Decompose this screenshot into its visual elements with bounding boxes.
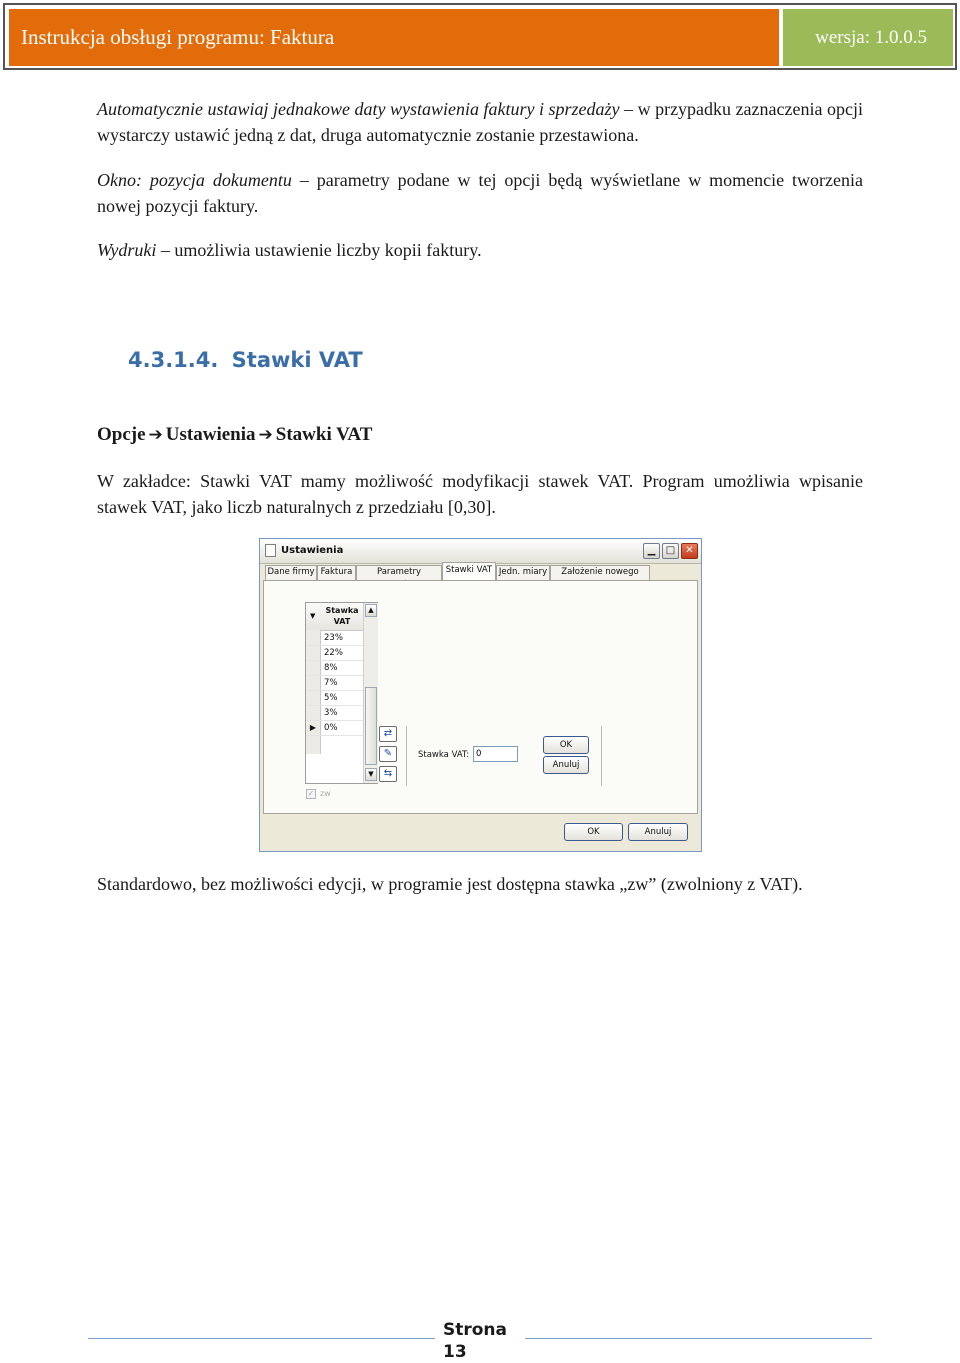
menu-path-item: Opcje bbox=[97, 424, 146, 445]
menu-path-item: Ustawienia bbox=[165, 424, 256, 445]
section-number: 4.3.1.4. bbox=[128, 348, 219, 372]
paragraph-zw: Standardowo, bez możliwości edycji, w programie jest dostępna stawka „zw” (zwolniony z VAT). bbox=[97, 874, 803, 894]
settings-dialog bbox=[259, 538, 702, 852]
dash: – bbox=[299, 170, 309, 190]
edit-record-icon[interactable]: ✎ bbox=[379, 746, 397, 762]
divider bbox=[601, 726, 602, 786]
term-wydruki: Wydruki bbox=[97, 240, 157, 260]
document-title: Instrukcja obsługi programu: Faktura bbox=[9, 9, 779, 66]
arrow-icon: ➔ bbox=[148, 425, 163, 445]
tab-parametry-domyslne[interactable]: Parametry bbox=[356, 565, 442, 580]
vat-rates-grid[interactable] bbox=[305, 602, 378, 784]
grid-scrollbar[interactable] bbox=[363, 603, 378, 783]
tab-jedn-miary[interactable]: Jedn. miary bbox=[496, 565, 550, 580]
table-row[interactable]: 7% bbox=[306, 676, 363, 691]
dash: – bbox=[624, 99, 634, 119]
term-okno: Okno: pozycja dokumentu bbox=[97, 170, 292, 190]
current-row-icon: ▶ bbox=[309, 723, 317, 732]
page-label: Strona bbox=[443, 1320, 508, 1340]
document-version: wersja: 1.0.0.5 bbox=[783, 9, 953, 66]
grid-header-label: Stawka VAT bbox=[325, 606, 359, 626]
section-heading bbox=[128, 348, 363, 372]
delete-record-icon[interactable]: ⇆ bbox=[379, 766, 397, 782]
grid-header[interactable] bbox=[306, 603, 363, 631]
page-footer bbox=[443, 1319, 513, 1363]
page-number: 13 bbox=[443, 1342, 467, 1362]
scroll-thumb[interactable] bbox=[365, 687, 377, 765]
dialog-titlebar[interactable] bbox=[260, 539, 701, 564]
table-row-selected[interactable]: ▶ 0% bbox=[306, 721, 363, 736]
paragraph-okno bbox=[97, 167, 863, 219]
tab-zalozenie-nowego-roku[interactable]: Założenie nowego bbox=[550, 565, 650, 580]
maximize-icon[interactable]: □ bbox=[662, 543, 679, 559]
ok-button[interactable]: OK bbox=[564, 823, 623, 841]
scroll-down-icon[interactable]: ▼ bbox=[365, 768, 377, 781]
footer-rule bbox=[88, 1338, 435, 1339]
tab-panel bbox=[263, 580, 698, 814]
minimize-icon[interactable]: ▁ bbox=[643, 543, 660, 559]
tab-dane-firmy[interactable]: Dane firmy bbox=[265, 565, 317, 580]
menu-path bbox=[97, 424, 372, 446]
table-row[interactable]: 22% bbox=[306, 646, 363, 661]
window-icon bbox=[265, 544, 276, 557]
dash: – bbox=[160, 240, 170, 260]
sort-down-icon[interactable]: ▼ bbox=[310, 612, 316, 620]
inner-ok-button[interactable]: OK bbox=[543, 736, 589, 754]
inner-anuluj-button[interactable]: Anuluj bbox=[543, 756, 589, 774]
table-row[interactable]: 3% bbox=[306, 706, 363, 721]
anuluj-button[interactable]: Anuluj bbox=[628, 823, 688, 841]
text-okno: parametry podane w tej opcji będą wyświetlane w momencie tworzenia nowej pozycji faktury. bbox=[97, 170, 864, 216]
page-header bbox=[3, 3, 957, 70]
table-row[interactable]: 23% bbox=[306, 631, 363, 646]
stawka-vat-input[interactable] bbox=[473, 746, 518, 762]
stawka-vat-label: Stawka VAT: bbox=[418, 750, 470, 760]
arrow-icon: ➔ bbox=[258, 425, 273, 445]
paragraph-wydruki bbox=[97, 237, 863, 263]
tab-stawki-vat[interactable]: Stawki VAT bbox=[442, 562, 496, 581]
term-auto-dates: Automatycznie ustawiaj jednakowe daty wystawienia faktury i sprzedaży bbox=[97, 99, 620, 119]
tab-faktura[interactable]: Faktura bbox=[317, 565, 356, 580]
section-title: Stawki VAT bbox=[231, 348, 363, 372]
table-row[interactable]: 8% bbox=[306, 661, 363, 676]
text-auto-dates: w przypadku zaznaczenia opcji wystarczy ustawić jedną z dat, druga automatycznie zostanie przestawiona. bbox=[97, 99, 863, 145]
zw-checkbox[interactable]: ✓ bbox=[307, 789, 315, 798]
add-record-icon[interactable]: ⇄ bbox=[379, 726, 397, 742]
text-wydruki: umożliwia ustawienie liczby kopii faktury. bbox=[174, 240, 482, 260]
scroll-up-icon[interactable]: ▲ bbox=[365, 604, 377, 617]
divider bbox=[406, 726, 407, 786]
menu-path-item: Stawki VAT bbox=[275, 424, 373, 445]
paragraph-stawki-intro: W zakładce: Stawki VAT mamy możliwość modyfikacji stawek VAT. Program umożliwia wpisanie stawek VAT, jako liczb naturalnych z przedziału [0,30]. bbox=[97, 471, 863, 517]
dialog-title: Ustawienia bbox=[281, 545, 344, 556]
close-icon[interactable]: ✕ bbox=[681, 543, 698, 559]
footer-rule bbox=[525, 1338, 872, 1339]
table-row[interactable]: 5% bbox=[306, 691, 363, 706]
zw-label: zw bbox=[320, 789, 331, 798]
paragraph-auto-dates bbox=[97, 96, 863, 148]
